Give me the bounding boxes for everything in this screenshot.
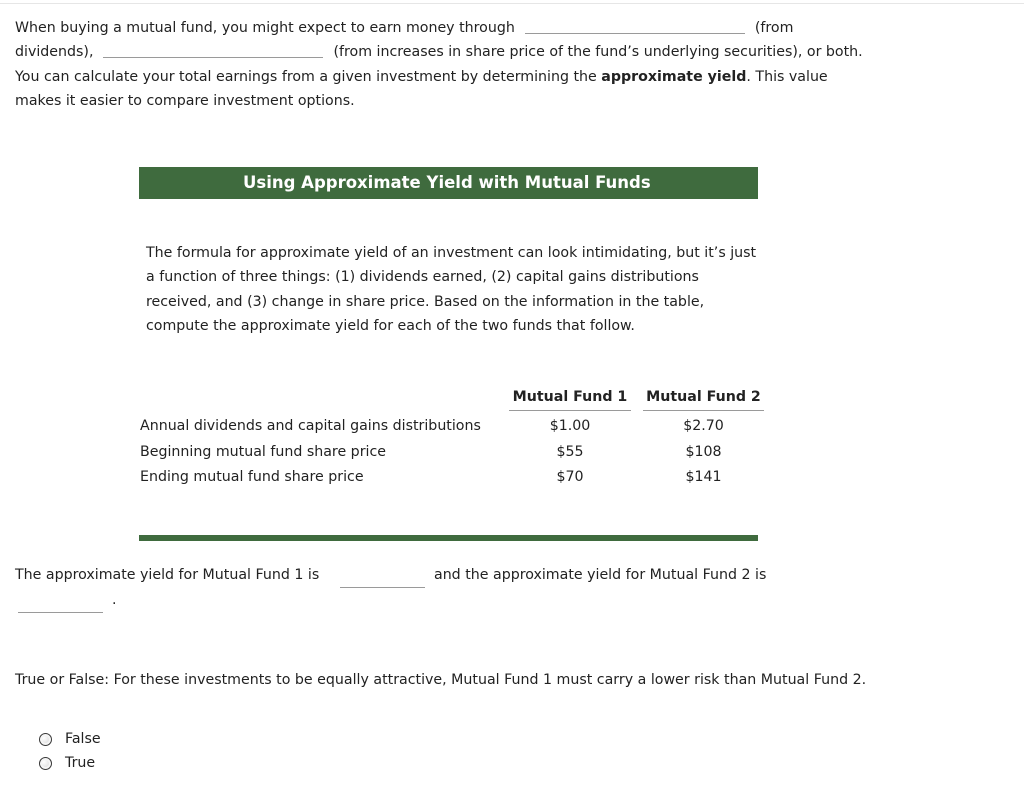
row-label-ending-price: Ending mutual fund share price <box>140 469 364 485</box>
cell-fund1-beginning-price: $55 <box>556 444 584 460</box>
option-true[interactable] <box>39 755 95 771</box>
cell-fund2-dividends: $2.70 <box>683 418 724 434</box>
approximate-yield-term: approximate yield <box>601 68 747 85</box>
row-label-beginning-price: Beginning mutual fund share price <box>140 444 386 460</box>
option-false-label: False <box>65 731 101 747</box>
fund-1-yield-dropdown[interactable] <box>340 569 425 588</box>
table-header-fund-1: Mutual Fund 1 <box>509 389 631 411</box>
top-divider <box>0 3 1024 4</box>
intro-text-2: (from dividends), <box>15 20 794 61</box>
table-header-fund-2: Mutual Fund 2 <box>643 389 764 411</box>
intro-text-3: (from increases in share price of the fund’s underlying securities), or both. You can calculate your total earnings from a given investment by determining the <box>15 44 863 85</box>
yield-text-fund-1: The approximate yield for Mutual Fund 1 is <box>15 567 320 583</box>
cell-fund1-dividends: $1.00 <box>549 418 591 434</box>
true-false-question: True or False: For these investments to be equally attractive, Mutual Fund 1 must carry a lower risk than Mutual Fund 2. <box>15 672 867 688</box>
fund-2-yield-dropdown[interactable] <box>18 594 103 613</box>
formula-description: The formula for approximate yield of an investment can look intimidating, but it’s just a function of three things: (1) dividends earned, (2) capital gains distributions received, and (3) change in share price. Based on the information in the table, compute the approximate yield for each of the two funds that follow. <box>146 245 757 334</box>
sentence-period: . <box>112 592 117 608</box>
section-banner: Using Approximate Yield with Mutual Funds <box>139 167 758 199</box>
earnings-source-dropdown-1[interactable] <box>525 18 745 34</box>
cell-fund2-ending-price: $141 <box>685 469 722 485</box>
row-label-dividends: Annual dividends and capital gains distributions <box>140 418 481 434</box>
cell-fund2-beginning-price: $108 <box>685 444 722 460</box>
option-false[interactable] <box>39 731 101 747</box>
yield-text-fund-2: and the approximate yield for Mutual Fund 2 is <box>434 567 767 583</box>
intro-paragraph <box>15 16 875 113</box>
cell-fund1-ending-price: $70 <box>556 469 584 485</box>
radio-false[interactable] <box>39 733 52 746</box>
intro-text-1: When buying a mutual fund, you might expect to earn money through <box>15 20 515 36</box>
earnings-source-dropdown-2[interactable] <box>103 42 323 58</box>
radio-true[interactable] <box>39 757 52 770</box>
section-bottom-bar <box>139 535 758 541</box>
intro-text-4: . This value makes it easier to compare investment options. <box>15 68 828 109</box>
option-true-label: True <box>65 755 96 771</box>
